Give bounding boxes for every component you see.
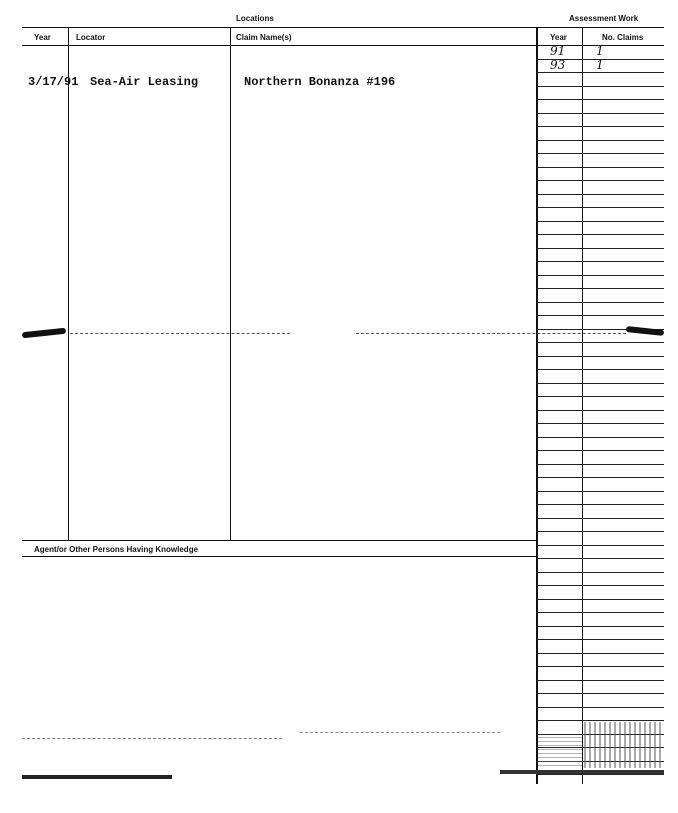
year-locator-divider	[68, 27, 69, 540]
aw-rule	[536, 126, 664, 127]
aw-rule	[536, 99, 664, 100]
aw-rule	[536, 302, 664, 303]
entry-claim-name: Northern Bonanza #196	[244, 75, 396, 89]
aw-rule	[536, 666, 664, 667]
aw-rule	[536, 86, 664, 87]
aw-rule	[536, 437, 664, 438]
header-bottom-rule	[22, 45, 664, 46]
aw-rule	[536, 626, 664, 627]
aw-rule	[536, 491, 664, 492]
top-rule	[22, 27, 664, 28]
aw-rule	[536, 639, 664, 640]
aw-rule	[536, 653, 664, 654]
aw-rule	[536, 234, 664, 235]
scan-noise	[584, 722, 664, 768]
aw-rule	[536, 248, 664, 249]
scan-noise	[538, 736, 582, 766]
aw-rule	[536, 153, 664, 154]
aw-rule	[536, 396, 664, 397]
entry-date: 3/17/91	[28, 75, 79, 89]
aw-rule	[536, 221, 664, 222]
aw-row-1-year: 91	[550, 44, 566, 58]
aw-rule	[536, 72, 664, 73]
locations-header: Locations	[236, 14, 274, 23]
aw-rule	[536, 410, 664, 411]
aw-rule	[536, 356, 664, 357]
aw-rule	[536, 450, 664, 451]
aw-no-claims-column-header: No. Claims	[602, 33, 644, 42]
aw-rule	[536, 383, 664, 384]
aw-rule	[536, 315, 664, 316]
scan-noise	[300, 732, 500, 733]
aw-rule	[536, 288, 664, 289]
aw-rule	[536, 369, 664, 370]
locations-bottom-rule	[22, 540, 536, 541]
scan-noise	[22, 775, 172, 779]
aw-rule	[536, 612, 664, 613]
aw-rule	[536, 720, 664, 721]
aw-rule	[536, 423, 664, 424]
agent-section-rule	[22, 556, 536, 557]
aw-row-2-claims: 1	[596, 58, 604, 72]
aw-rule	[536, 140, 664, 141]
aw-rule	[536, 774, 664, 775]
aw-rule	[536, 113, 664, 114]
aw-rule	[536, 207, 664, 208]
entry-locator: Sea-Air Leasing	[90, 75, 199, 89]
aw-rule	[536, 545, 664, 546]
aw-row-2-year: 93	[550, 58, 566, 72]
year-column-header: Year	[34, 33, 51, 42]
fold-line	[356, 333, 626, 334]
aw-year-column-header: Year	[550, 33, 567, 42]
aw-rule	[536, 167, 664, 168]
locator-column-header: Locator	[76, 33, 106, 42]
assessment-work-header: Assessment Work	[569, 14, 639, 23]
agent-label: Agent/or Other Persons Having Knowledge	[34, 545, 199, 554]
fold-mark-right	[626, 326, 664, 336]
fold-mark-left	[22, 328, 66, 339]
scan-noise	[22, 738, 282, 739]
aw-rule	[536, 504, 664, 505]
scan-noise	[500, 770, 664, 774]
aw-rule	[536, 558, 664, 559]
locator-claim-divider	[230, 27, 231, 540]
aw-row-1-claims: 1	[596, 44, 604, 58]
aw-rule	[536, 531, 664, 532]
aw-rule	[536, 599, 664, 600]
aw-rule	[536, 572, 664, 573]
aw-rule	[536, 261, 664, 262]
aw-rule	[536, 180, 664, 181]
aw-rule	[536, 275, 664, 276]
aw-rule	[536, 585, 664, 586]
aw-rule	[536, 693, 664, 694]
aw-rule	[536, 464, 664, 465]
fold-line	[70, 333, 290, 334]
aw-rule	[536, 194, 664, 195]
aw-rule	[536, 707, 664, 708]
aw-rule	[536, 518, 664, 519]
aw-rule	[536, 342, 664, 343]
claim-names-column-header: Claim Name(s)	[236, 33, 292, 42]
aw-rule	[536, 680, 664, 681]
aw-rule	[536, 477, 664, 478]
